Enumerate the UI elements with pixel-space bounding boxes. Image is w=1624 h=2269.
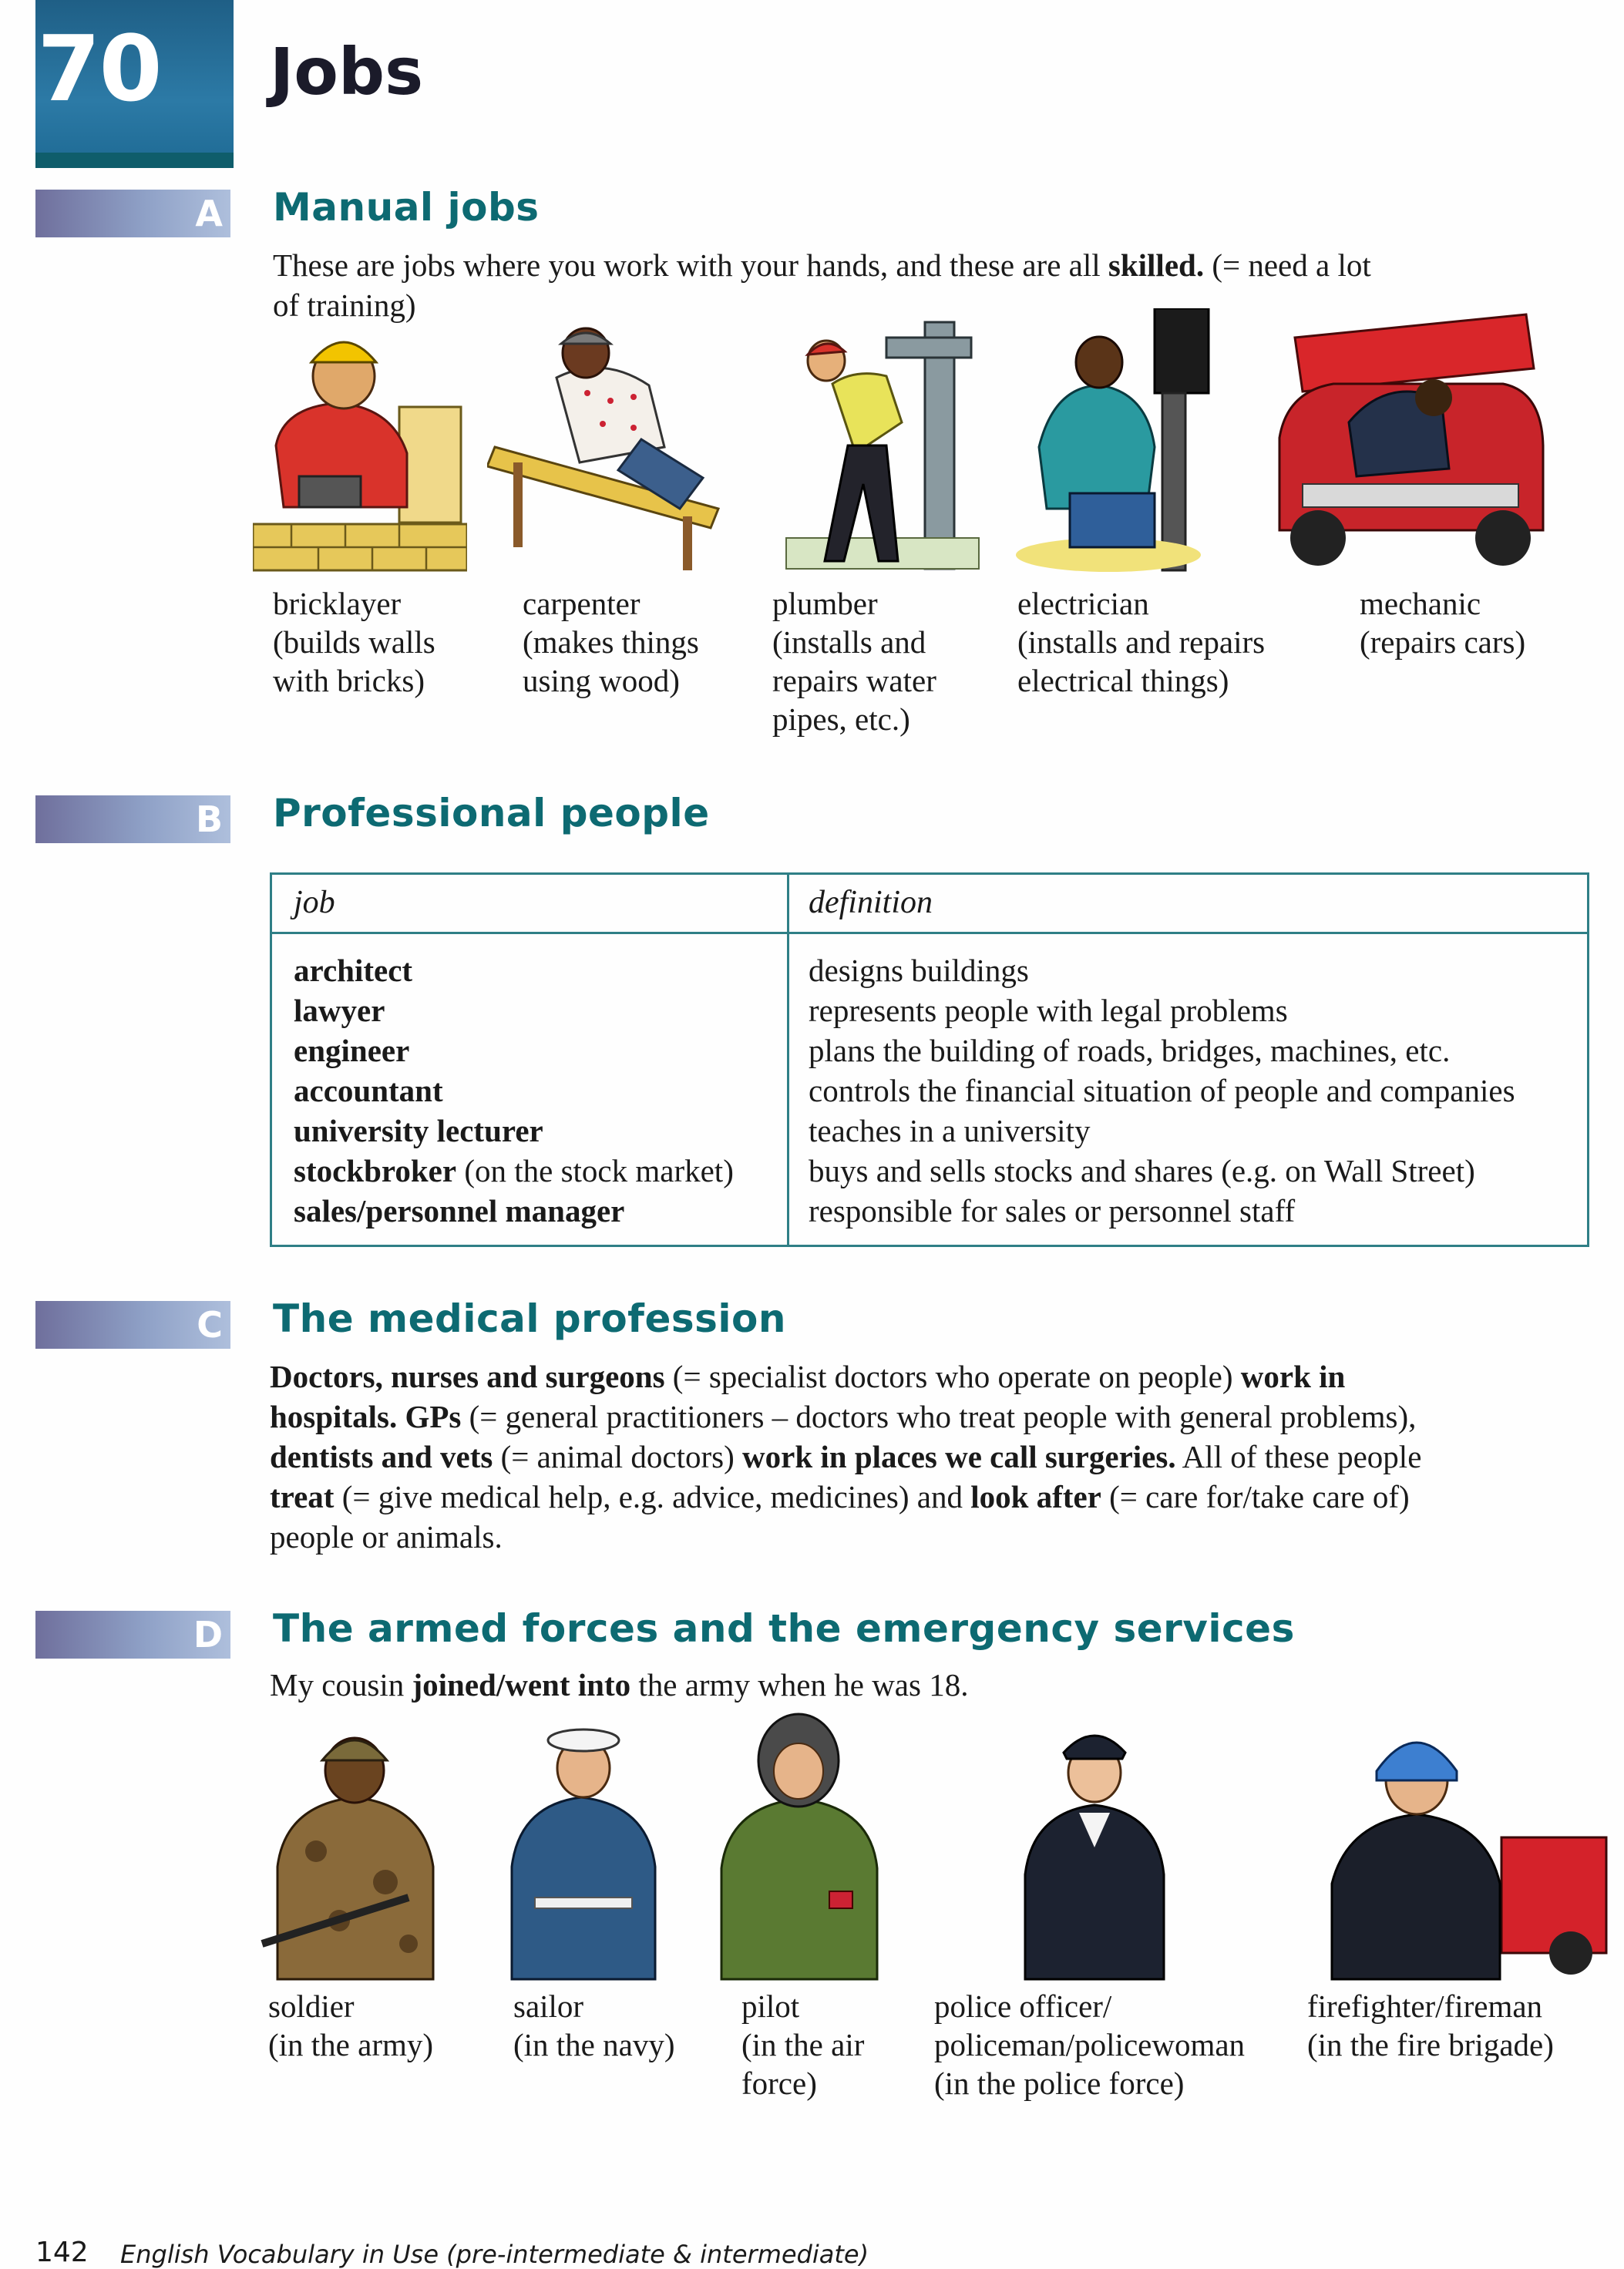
table-row-job: lawyer (294, 993, 385, 1028)
table-row-definition: plans the building of roads, bridges, machines, etc. (809, 1033, 1451, 1068)
section-d-tab (35, 1611, 230, 1659)
book-title: English Vocabulary in Use (pre-intermediate & intermediate) (120, 2240, 869, 2269)
unit-title: Jobs (270, 34, 424, 109)
soldier-illustration (254, 1713, 456, 1981)
table-row-definition: represents people with legal problems (809, 993, 1288, 1028)
job-caption-police-officer: police officer/ policeman/policewoman (in the police force) (934, 1988, 1246, 2101)
carpenter-illustration (487, 316, 740, 575)
job-caption-bricklayer: bricklayer (builds walls with bricks) (273, 586, 435, 698)
section-c-paragraph: Doctors, nurses and surgeons (= specialist doctors who operate on people) work in hospitals. GPs (= general practitioners – doctors who treat people with general problems), dentists and vets (= animal doctors) work in places we call surgeries. All of these people treat (= give medical help, e.g. advice, medicines) and look after (= care for/take care of) people or animals. (270, 1359, 1422, 1555)
job-caption-carpenter: carpenter (makes things using wood) (523, 586, 699, 698)
section-d-intro: My cousin joined/went into the army when he was 18. (270, 1667, 969, 1703)
bricklayer-illustration (253, 322, 467, 575)
table-row-job: stockbroker (on the stock market) (294, 1153, 734, 1188)
job-caption-firefighter: firefighter/fireman (in the fire brigade) (1307, 1988, 1554, 2062)
electrician-illustration (1016, 308, 1232, 575)
section-d-title: The armed forces and the emergency services (273, 1606, 1295, 1651)
table-row-definition: controls the financial situation of people and companies (809, 1073, 1515, 1108)
table-row-definition: buys and sells stocks and shares (e.g. on Wall Street) (809, 1153, 1475, 1188)
unit-number: 70 (37, 15, 161, 122)
job-caption-pilot: pilot (in the air force) (741, 1988, 865, 2101)
section-c-title: The medical profession (273, 1296, 786, 1341)
table-row-job: architect (294, 953, 413, 988)
table-row-definition: teaches in a university (809, 1113, 1091, 1148)
section-a-tab (35, 190, 230, 237)
job-caption-mechanic: mechanic (repairs cars) (1360, 586, 1526, 660)
section-a-letter: A (195, 193, 223, 234)
section-c-letter: C (197, 1304, 223, 1346)
section-a-intro: These are jobs where you work with your hands, and these are all skilled. (= need a lot of training) (273, 247, 1371, 323)
page-number: 142 (35, 2237, 89, 2268)
table-header-definition: definition (809, 885, 933, 920)
section-a-title: Manual jobs (273, 185, 540, 230)
job-caption-electrician: electrician (installs and repairs electrical things) (1017, 586, 1266, 698)
section-b-tab (35, 795, 230, 843)
section-d-letter: D (193, 1614, 223, 1656)
job-caption-sailor: sailor (in the navy) (513, 1988, 675, 2062)
section-b-title: Professional people (273, 791, 710, 835)
pilot-illustration (714, 1706, 885, 1981)
table-row-job: university lecturer (294, 1113, 543, 1148)
professions-table (270, 872, 1589, 1247)
table-header-job: job (294, 885, 335, 920)
job-caption-soldier: soldier (in the army) (268, 1988, 434, 2062)
sailor-illustration (504, 1713, 663, 1981)
table-row-job: engineer (294, 1033, 410, 1068)
table-row-definition: designs buildings (809, 953, 1029, 988)
table-definition-column (809, 950, 1515, 1231)
police-officer-illustration (1017, 1713, 1172, 1981)
table-row-job: accountant (294, 1073, 443, 1108)
job-caption-plumber: plumber (installs and repairs water pipes, etc.) (772, 586, 936, 737)
section-c-tab (35, 1301, 230, 1349)
plumber-illustration (771, 307, 994, 576)
mechanic-illustration (1272, 307, 1551, 575)
section-b-letter: B (195, 798, 223, 840)
table-job-column (294, 950, 734, 1231)
firefighter-illustration (1324, 1706, 1609, 1981)
table-row-job: sales/personnel manager (294, 1193, 625, 1229)
table-row-definition: responsible for sales or personnel staff (809, 1193, 1296, 1229)
